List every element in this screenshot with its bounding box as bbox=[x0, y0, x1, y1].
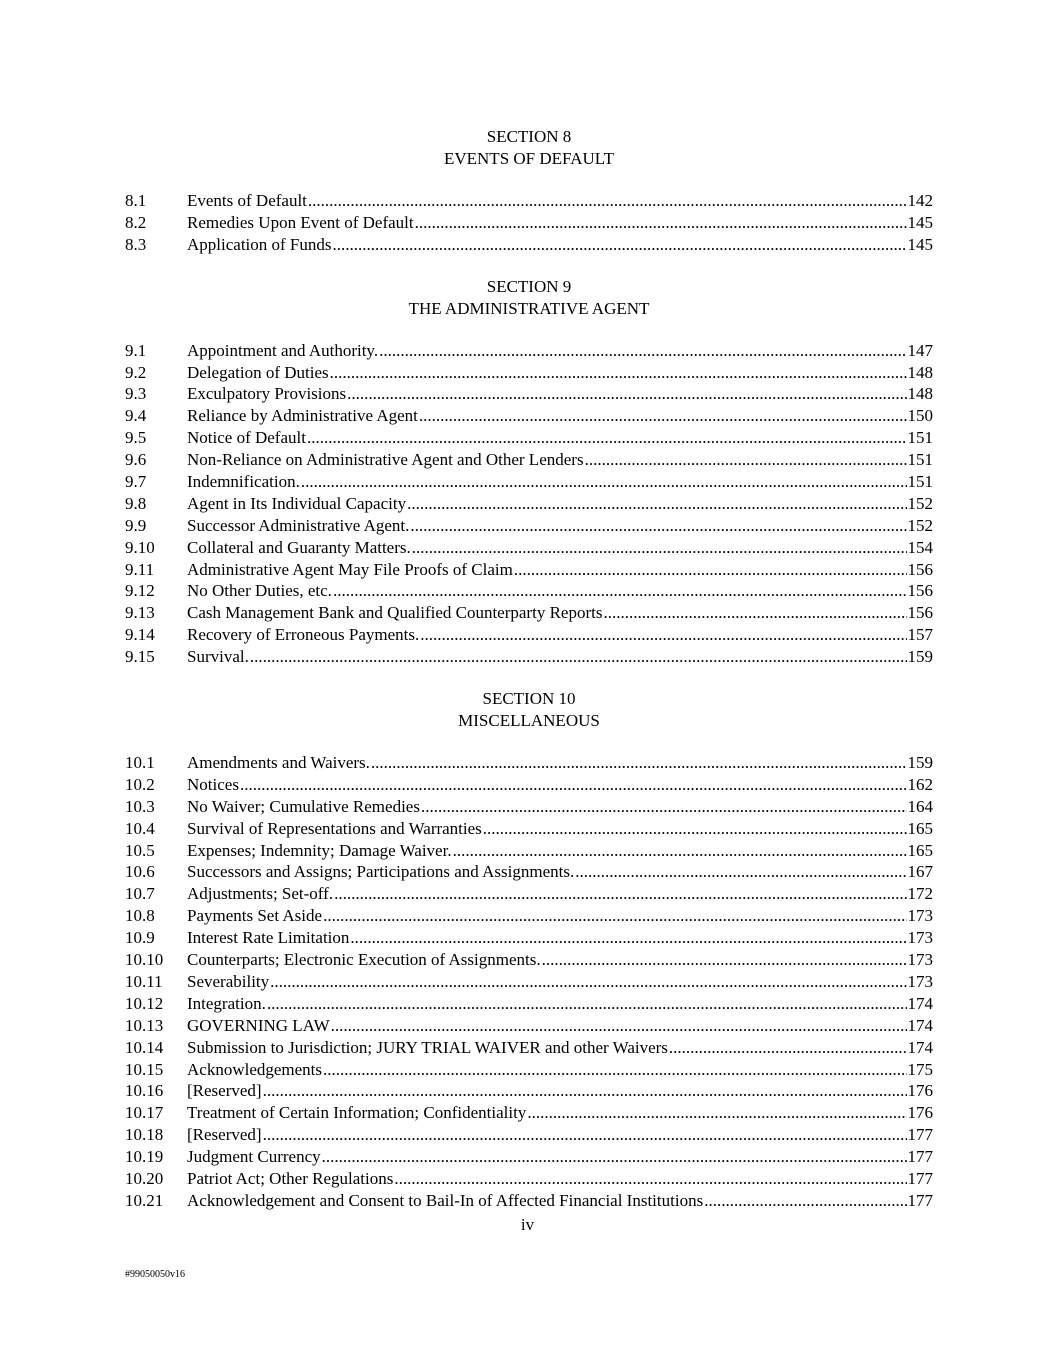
toc-entry[interactable] bbox=[125, 471, 933, 493]
entry-page: 152 bbox=[907, 493, 933, 513]
entry-title: Expenses; Indemnity; Damage Waiver. ..... bbox=[187, 840, 907, 862]
entry-page: 176 bbox=[907, 1103, 933, 1123]
entry-number: 10.17 bbox=[125, 1103, 164, 1123]
toc-entry[interactable] bbox=[125, 449, 933, 471]
entry-page: 159 bbox=[907, 647, 933, 667]
entry-title: Reliance by Administrative Agent ..... bbox=[187, 405, 907, 427]
entry-page: 164 bbox=[907, 796, 933, 816]
entry-page: 157 bbox=[907, 625, 933, 645]
toc-entry[interactable] bbox=[125, 1037, 933, 1059]
section-title: THE ADMINISTRATIVE AGENT bbox=[408, 298, 650, 318]
entry-page: 142 bbox=[907, 191, 933, 210]
entry-number: 10.11 bbox=[125, 971, 163, 991]
entry-number: 9.10 bbox=[125, 537, 155, 557]
entry-title: Payments Set Aside ..... bbox=[187, 905, 907, 927]
entry-number: 9.5 bbox=[125, 428, 147, 448]
entry-title: No Waiver; Cumulative Remedies ..... bbox=[187, 796, 907, 818]
entry-page: 162 bbox=[907, 774, 933, 794]
entry-title: Application of Funds ..... bbox=[187, 234, 907, 256]
entry-page: 174 bbox=[907, 1015, 933, 1035]
entry-number: 9.14 bbox=[125, 625, 155, 645]
entry-title: [Reserved] ..... bbox=[187, 1080, 907, 1102]
table-of-contents bbox=[125, 126, 933, 1232]
entry-page: 147 bbox=[907, 340, 933, 360]
entry-page: 151 bbox=[907, 428, 933, 448]
entry-page: 152 bbox=[907, 515, 933, 535]
entry-title: Appointment and Authority. ..... bbox=[187, 340, 907, 362]
toc-entry[interactable] bbox=[125, 905, 933, 927]
entry-page: 177 bbox=[907, 1147, 933, 1167]
entry-page: 175 bbox=[907, 1059, 933, 1079]
toc-entry[interactable] bbox=[125, 602, 933, 624]
entry-number: 10.20 bbox=[125, 1168, 164, 1188]
entry-page: 145 bbox=[907, 212, 933, 232]
entry-page: 174 bbox=[907, 993, 933, 1013]
entry-number: 9.7 bbox=[125, 472, 147, 492]
entry-title: Delegation of Duties ..... bbox=[187, 362, 907, 384]
entry-number: 8.3 bbox=[125, 234, 147, 254]
entry-number: 9.9 bbox=[125, 515, 147, 535]
entry-number: 10.7 bbox=[125, 884, 155, 904]
entry-page: 151 bbox=[907, 472, 933, 492]
toc-section-8 bbox=[125, 126, 933, 256]
toc-entry[interactable] bbox=[125, 949, 933, 971]
entry-title: Notices ..... bbox=[187, 774, 907, 796]
entry-number: 10.4 bbox=[125, 818, 155, 838]
entry-title: Collateral and Guaranty Matters. ..... bbox=[187, 537, 907, 559]
entry-number: 10.5 bbox=[125, 840, 155, 860]
toc-entry[interactable] bbox=[125, 927, 933, 949]
entry-number: 9.13 bbox=[125, 603, 155, 623]
toc-entry[interactable] bbox=[125, 383, 933, 405]
toc-entry[interactable] bbox=[125, 1146, 933, 1168]
entry-page: 154 bbox=[907, 537, 933, 557]
entry-page: 177 bbox=[907, 1190, 933, 1210]
entry-number: 9.6 bbox=[125, 450, 147, 470]
entry-title: Severability ..... bbox=[187, 971, 907, 993]
toc-entry[interactable] bbox=[125, 405, 933, 427]
entry-number: 10.13 bbox=[125, 1015, 164, 1035]
entry-page: 148 bbox=[907, 362, 933, 382]
entry-number: 10.21 bbox=[125, 1190, 164, 1210]
toc-entry[interactable] bbox=[125, 580, 933, 602]
entry-page: 177 bbox=[907, 1168, 933, 1188]
toc-entry[interactable] bbox=[125, 646, 933, 668]
entry-title: Notice of Default ..... bbox=[187, 427, 907, 449]
toc-entry[interactable] bbox=[125, 1059, 933, 1081]
entry-title: Indemnification. ..... bbox=[187, 471, 907, 493]
toc-section-9 bbox=[125, 276, 933, 668]
entry-number: 10.14 bbox=[125, 1037, 164, 1057]
entry-page: 156 bbox=[907, 581, 933, 601]
toc-entry[interactable] bbox=[125, 340, 933, 362]
entry-page: 173 bbox=[907, 906, 933, 926]
entry-title: Events of Default ..... bbox=[187, 190, 907, 212]
toc-entry[interactable] bbox=[125, 515, 933, 537]
entry-number: 9.3 bbox=[125, 384, 147, 404]
toc-entry-list bbox=[125, 752, 933, 1212]
entry-page: 176 bbox=[907, 1081, 933, 1101]
entry-page: 173 bbox=[907, 950, 933, 970]
entry-title: Cash Management Bank and Qualified Counterparty Reports ..... bbox=[187, 602, 907, 624]
entry-title: Successors and Assigns; Participations and Assignments. ..... bbox=[187, 861, 907, 883]
entry-title: Recovery of Erroneous Payments. ..... bbox=[187, 624, 907, 646]
entry-title: Successor Administrative Agent. ..... bbox=[187, 515, 907, 537]
section-number: SECTION 8 bbox=[486, 127, 572, 146]
entry-number: 10.8 bbox=[125, 906, 155, 926]
entry-number: 10.19 bbox=[125, 1147, 164, 1167]
toc-section-10 bbox=[125, 688, 933, 1212]
entry-title: Submission to Jurisdiction; JURY TRIAL WAIVER and other Waivers ..... bbox=[187, 1037, 907, 1059]
entry-title: Treatment of Certain Information; Confidentiality ..... bbox=[187, 1102, 907, 1124]
toc-entry[interactable] bbox=[125, 362, 933, 384]
toc-entry[interactable] bbox=[125, 427, 933, 449]
section-title: MISCELLANEOUS bbox=[458, 711, 600, 731]
toc-entry[interactable] bbox=[125, 1124, 933, 1146]
section-heading bbox=[125, 688, 933, 732]
entry-number: 10.16 bbox=[125, 1081, 164, 1101]
entry-title: No Other Duties, etc. ..... bbox=[187, 580, 907, 602]
entry-number: 10.2 bbox=[125, 774, 155, 794]
toc-entry[interactable] bbox=[125, 774, 933, 796]
entry-page: 167 bbox=[907, 862, 933, 882]
entry-number: 9.1 bbox=[125, 340, 147, 360]
entry-number: 9.15 bbox=[125, 647, 155, 667]
entry-page: 177 bbox=[907, 1125, 933, 1145]
section-number: SECTION 10 bbox=[482, 689, 576, 709]
entry-title: Remedies Upon Event of Default ..... bbox=[187, 212, 907, 234]
entry-page: 165 bbox=[907, 818, 933, 838]
toc-entry[interactable] bbox=[125, 559, 933, 581]
entry-title: Judgment Currency ..... bbox=[187, 1146, 907, 1168]
entry-page: 151 bbox=[907, 450, 933, 470]
section-heading bbox=[125, 276, 933, 320]
entry-page: 156 bbox=[907, 559, 933, 579]
toc-entry[interactable] bbox=[125, 190, 933, 212]
entry-title: Acknowledgements ..... bbox=[187, 1059, 907, 1081]
toc-entry[interactable] bbox=[125, 493, 933, 515]
toc-entry[interactable] bbox=[125, 234, 933, 256]
entry-page: 148 bbox=[907, 384, 933, 404]
entry-title: Adjustments; Set-off. ..... bbox=[187, 883, 907, 905]
toc-entry[interactable] bbox=[125, 1102, 933, 1124]
entry-title: Patriot Act; Other Regulations ..... bbox=[187, 1168, 907, 1190]
entry-page: 150 bbox=[907, 406, 933, 426]
entry-number: 9.12 bbox=[125, 581, 155, 601]
section-heading bbox=[125, 126, 933, 170]
entry-title: [Reserved] ..... bbox=[187, 1124, 907, 1146]
entry-title: GOVERNING LAW ..... bbox=[187, 1015, 907, 1037]
entry-page: 174 bbox=[907, 1037, 933, 1057]
toc-entry[interactable] bbox=[125, 752, 933, 774]
entry-number: 10.6 bbox=[125, 862, 155, 882]
toc-entry[interactable] bbox=[125, 818, 933, 840]
entry-page: 156 bbox=[907, 603, 933, 623]
toc-entry[interactable] bbox=[125, 861, 933, 883]
toc-entry[interactable] bbox=[125, 537, 933, 559]
toc-entry[interactable] bbox=[125, 971, 933, 993]
entry-title: Integration. ..... bbox=[187, 993, 907, 1015]
entry-title: Counterparts; Electronic Execution of Assignments. ..... bbox=[187, 949, 907, 971]
section-title: EVENTS OF DEFAULT bbox=[443, 149, 614, 168]
section-number: SECTION 9 bbox=[486, 276, 572, 296]
entry-title: Survival of Representations and Warranties ..... bbox=[187, 818, 907, 840]
entry-title: Acknowledgement and Consent to Bail-In of Affected Financial Institutions ..... bbox=[187, 1190, 907, 1212]
entry-number: 10.1 bbox=[125, 753, 155, 773]
entry-title: Non-Reliance on Administrative Agent and Other Lenders ..... bbox=[187, 449, 907, 471]
entry-title: Survival. ..... bbox=[187, 646, 907, 668]
entry-number: 10.3 bbox=[125, 796, 155, 816]
toc-entry-list bbox=[125, 190, 933, 256]
toc-entry[interactable] bbox=[125, 993, 933, 1015]
toc-entry[interactable] bbox=[125, 212, 933, 234]
toc-entry[interactable] bbox=[125, 840, 933, 862]
toc-entry[interactable] bbox=[125, 624, 933, 646]
entry-number: 8.2 bbox=[125, 212, 147, 232]
toc-entry[interactable] bbox=[125, 796, 933, 818]
entry-title: Exculpatory Provisions ..... bbox=[187, 383, 907, 405]
entry-number: 9.4 bbox=[125, 406, 147, 426]
entry-title: Interest Rate Limitation ..... bbox=[187, 927, 907, 949]
entry-page: 173 bbox=[907, 971, 933, 991]
entry-page: 173 bbox=[907, 928, 933, 948]
entry-number: 9.8 bbox=[125, 493, 147, 513]
entry-page: 159 bbox=[907, 753, 933, 773]
entry-number: 10.9 bbox=[125, 928, 155, 948]
entry-number: 9.11 bbox=[125, 559, 155, 579]
toc-entry[interactable] bbox=[125, 1080, 933, 1102]
entry-number: 10.15 bbox=[125, 1059, 164, 1079]
toc-entry-list bbox=[125, 340, 933, 668]
entry-number: 10.12 bbox=[125, 993, 164, 1013]
entry-page: 145 bbox=[907, 234, 933, 254]
entry-number: 10.10 bbox=[125, 950, 164, 970]
toc-entry[interactable] bbox=[125, 883, 933, 905]
entry-page: 172 bbox=[907, 884, 933, 904]
document-id: #99050050v16 bbox=[125, 1269, 185, 1280]
entry-number: 8.1 bbox=[125, 191, 147, 210]
entry-number: 10.18 bbox=[125, 1125, 164, 1145]
toc-entry[interactable] bbox=[125, 1168, 933, 1190]
toc-entry[interactable] bbox=[125, 1190, 933, 1212]
toc-entry[interactable] bbox=[125, 1015, 933, 1037]
entry-title: Agent in Its Individual Capacity ..... bbox=[187, 493, 907, 515]
entry-page: 165 bbox=[907, 840, 933, 860]
page-number: iv bbox=[520, 1215, 535, 1234]
entry-title: Amendments and Waivers. ..... bbox=[187, 752, 907, 774]
entry-title: Administrative Agent May File Proofs of Claim ..... bbox=[187, 559, 907, 581]
entry-number: 9.2 bbox=[125, 362, 147, 382]
